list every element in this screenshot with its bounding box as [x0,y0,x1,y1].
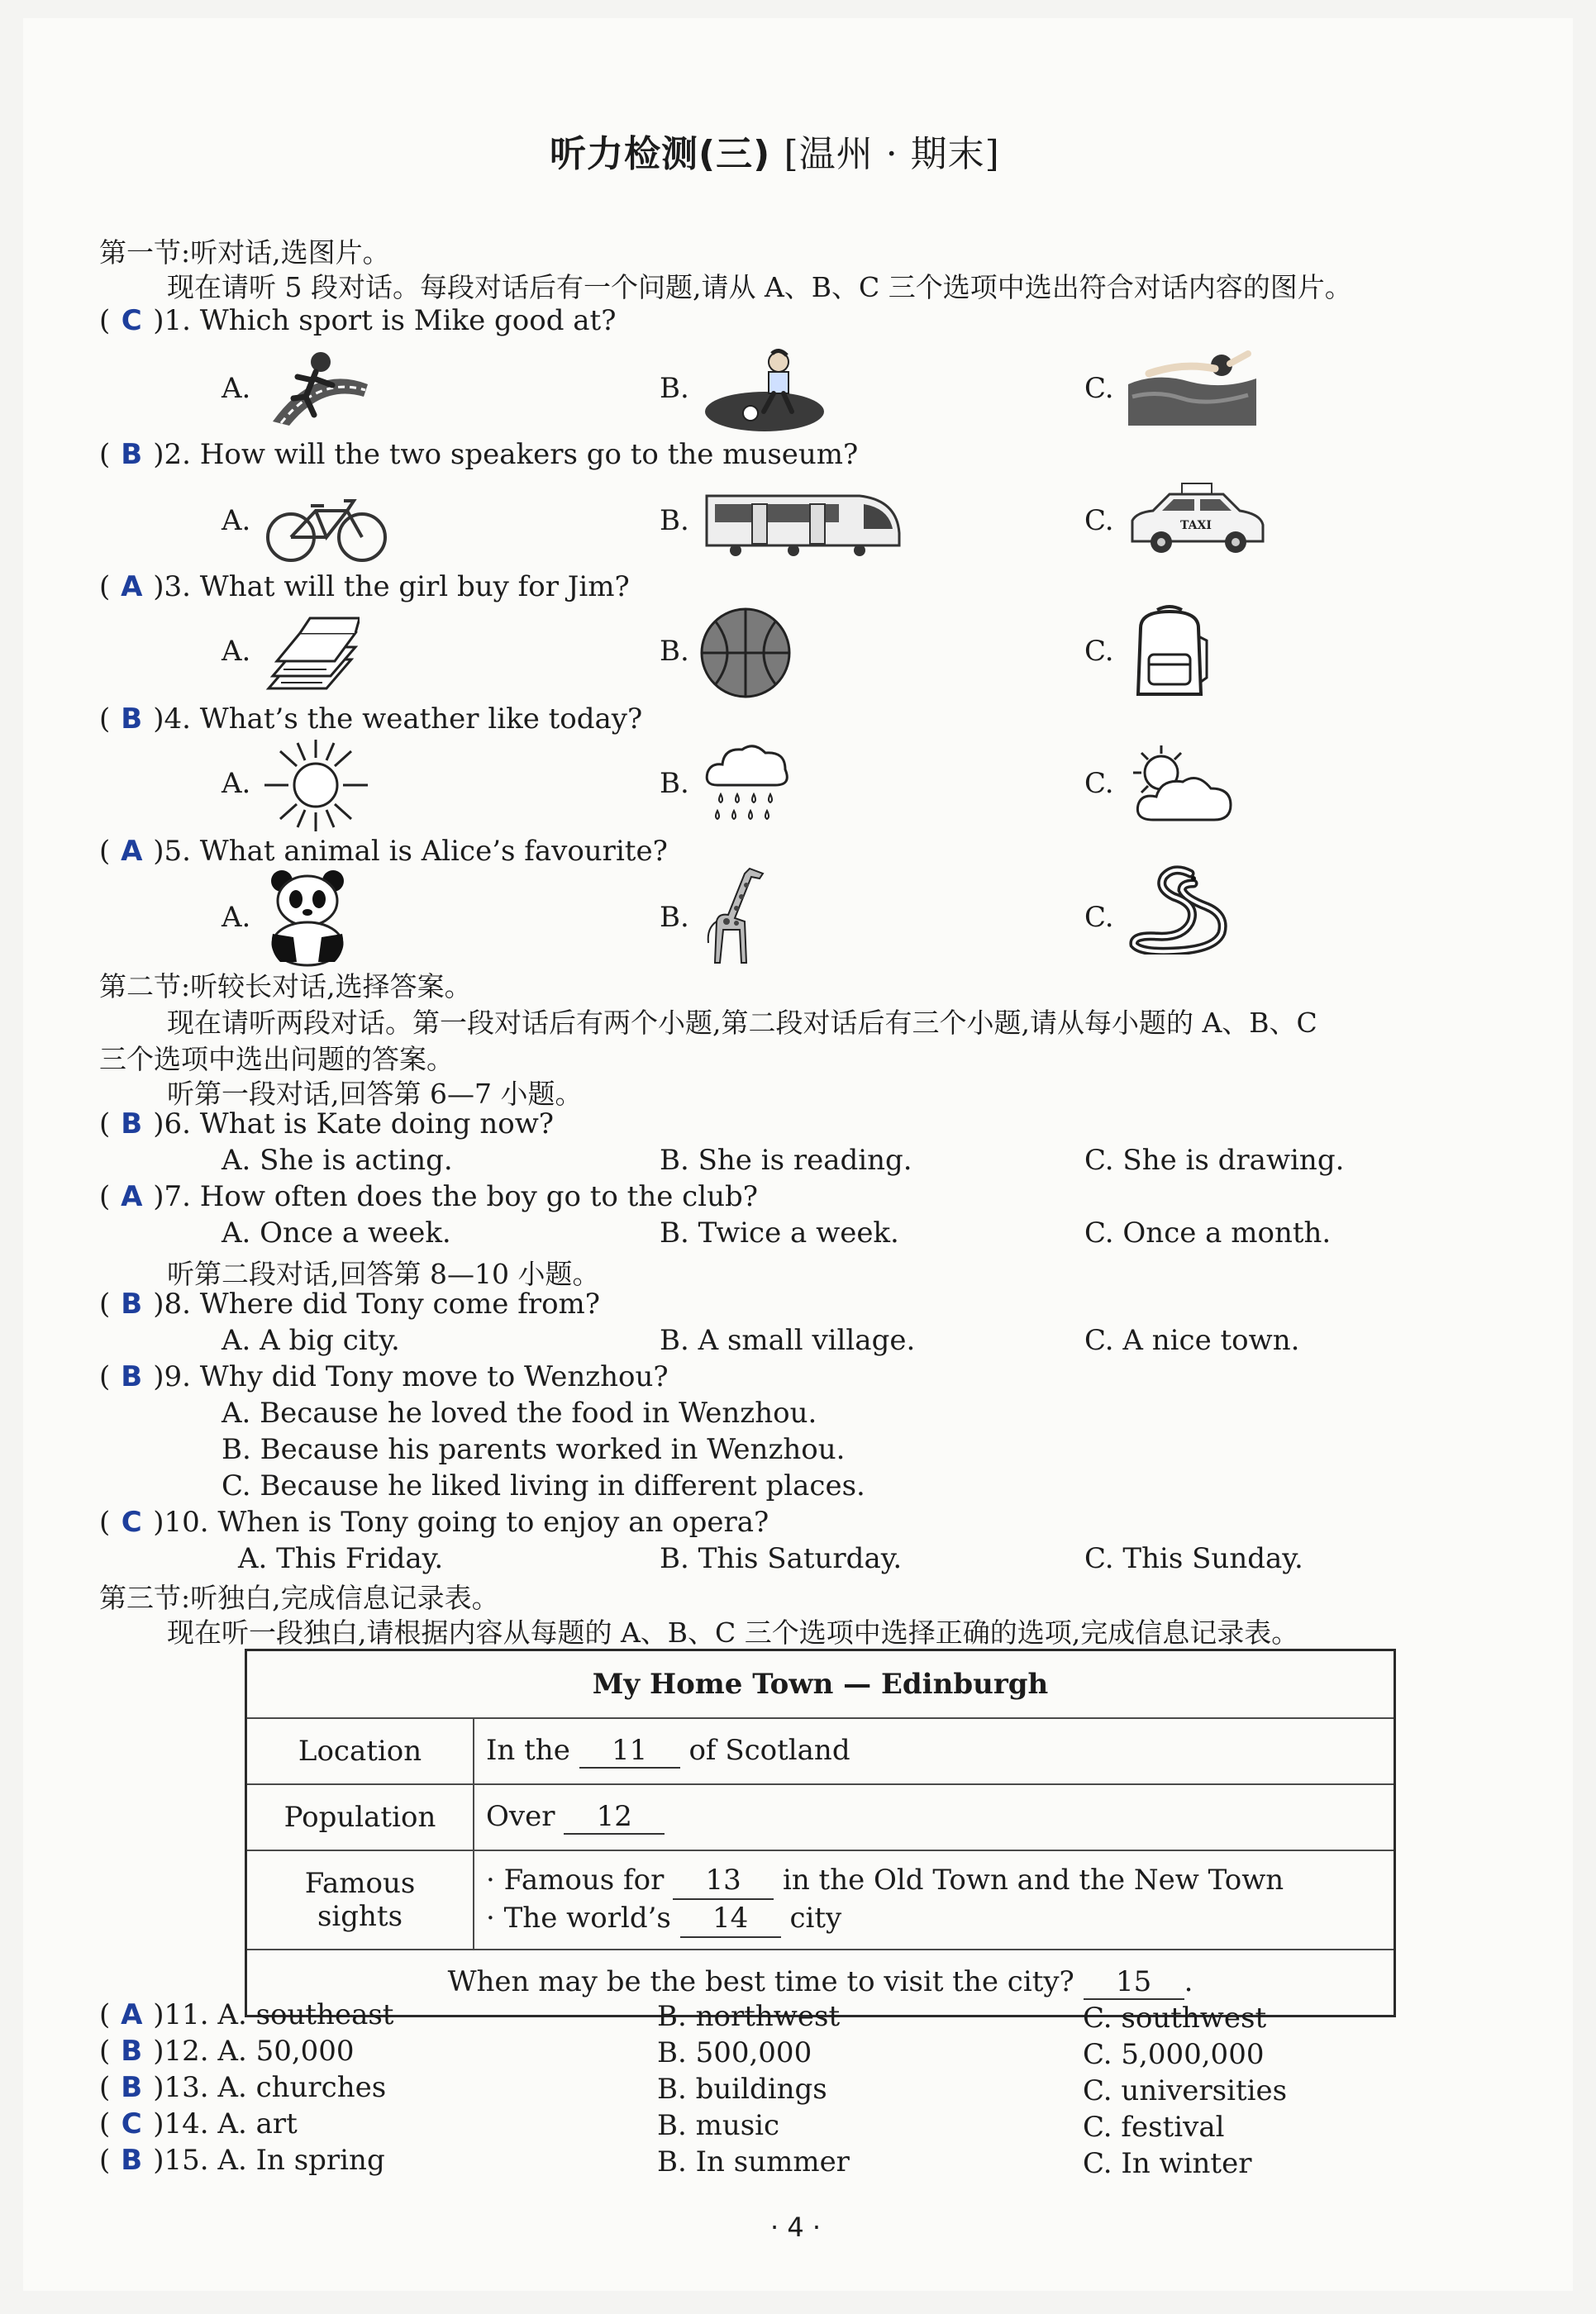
panda-icon [260,868,355,967]
blank-12[interactable]: 12 [564,1800,665,1835]
taxi-icon [1124,479,1269,558]
section3-instruction: 现在听一段独白,请根据内容从每题的 A、B、C 三个选项中选择正确的选项,完成信息记录表。 [167,1616,1299,1649]
section1-instruction: 现在请听 5 段对话。每段对话后有一个问题,请从 A、B、C 三个选项中选出符合对话内容的图片。 [167,271,1352,303]
q7-option-a: A. Once a week. [222,1217,451,1250]
option-label-c: C. [1084,372,1114,405]
q8-option-a: A. A big city. [222,1324,400,1357]
answer-8: B [121,1288,143,1321]
question-2: ( B )2. How will the two speakers go to the museum? [99,438,859,471]
q8-option-c: C. A nice town. [1084,1324,1300,1357]
bicycle-icon [264,486,388,564]
title-main: 听力检测(三) [550,133,771,175]
q7-option-b: B. Twice a week. [660,1217,899,1250]
question-3: ( A )3. What will the girl buy for Jim? [99,570,630,603]
answer-1: C [121,304,142,337]
section3-heading: 第三节:听独白,完成信息记录表。 [99,1582,499,1614]
section2-heading: 第二节:听较长对话,选择答案。 [99,970,472,1002]
dialog1-instruction: 听第一段对话,回答第 6—7 小题。 [167,1078,583,1110]
q6-option-c: C. She is drawing. [1084,1144,1345,1177]
swimming-icon [1124,347,1260,430]
page-title [550,124,1000,177]
q9-option-b: B. Because his parents worked in Wenzhou. [222,1433,846,1466]
q6-option-b: B. She is reading. [660,1144,912,1177]
giraffe-icon [698,864,773,967]
answer-6: B [121,1107,143,1140]
answer-9: B [121,1360,143,1393]
question-7: ( A )7. How often does the boy go to the club? [99,1180,758,1213]
sights-label: Famous sights [246,1850,474,1950]
answer-10: C [121,1506,142,1539]
answer-15: B [121,2144,143,2177]
question-9: ( B )9. Why did Tony move to Wenzhou? [99,1360,669,1393]
page-number: · 4 · [770,2212,822,2243]
svg-text:TAXI: TAXI [1180,519,1212,532]
question-14: ( C )14. A. art [99,2107,298,2140]
q9-option-a: A. Because he loved the food in Wenzhou. [222,1397,817,1430]
answer-12: B [121,2035,143,2068]
table-title: My Home Town — Edinburgh [246,1650,1395,1719]
title-location: [温州 · 期末] [784,133,1000,175]
table-row-population: Population Over 12 [246,1784,1395,1850]
answer-13: B [121,2071,143,2104]
question-11: ( A )11. A. southeast [99,1998,394,2031]
basketball-icon [698,606,793,701]
section1-heading: 第一节:听对话,选图片。 [99,236,390,269]
question-15: ( B )15. A. In spring [99,2144,385,2177]
q10-option-a: A. This Friday. [238,1542,444,1575]
table-row-best-time: When may be the best time to visit the city? 15 . [246,1950,1395,2016]
section2-instruction-line1: 现在请听两段对话。第一段对话后有两个小题,第二段对话后有三个小题,请从每小题的 A、B、C [167,1007,1317,1039]
running-icon [264,347,372,430]
answer-2: B [121,438,143,471]
question-4: ( B )4. What’s the weather like today? [99,702,643,736]
rain-cloud-icon [703,740,793,826]
question-1: ( C )1. Which sport is Mike good at? [99,304,617,337]
answer-11: A [121,1998,143,2031]
question-5: ( A )5. What animal is Alice’s favourite? [99,835,668,868]
q10-option-c: C. This Sunday. [1084,1542,1303,1575]
population-label: Population [246,1784,474,1850]
option-label-b: B. [660,372,689,405]
question-10: ( C )10. When is Tony going to enjoy an opera? [99,1506,769,1539]
location-label: Location [246,1718,474,1784]
answer-3: A [121,570,143,603]
q9-option-c: C. Because he liked living in different places. [222,1469,865,1502]
q10-option-b: B. This Saturday. [660,1542,903,1575]
table-row-location: Location In the 11 of Scotland [246,1718,1395,1784]
backpack-icon [1128,603,1211,702]
football-icon [703,347,827,434]
blank-11[interactable]: 11 [579,1734,680,1769]
train-icon [703,479,901,562]
snake-icon [1124,864,1227,955]
answer-7: A [121,1180,143,1213]
section2-instruction-line2: 三个选项中选出问题的答案。 [99,1043,454,1075]
q8-option-b: B. A small village. [660,1324,916,1357]
option-label-a: A. [222,372,251,405]
sun-icon [260,738,372,833]
blank-13[interactable]: 13 [673,1862,774,1900]
question-6: ( B )6. What is Kate doing now? [99,1107,555,1140]
blank-15[interactable]: 15 [1084,1965,1184,2000]
books-icon [260,610,360,697]
partly-cloudy-icon [1128,744,1236,826]
question-12: ( B )12. A. 50,000 [99,2035,355,2068]
q6-option-a: A. She is acting. [222,1144,453,1177]
info-record-table [245,1649,1396,2017]
blank-14[interactable]: 14 [680,1900,781,1938]
question-8: ( B )8. Where did Tony come from? [99,1288,601,1321]
question-13: ( B )13. A. churches [99,2071,387,2104]
answer-14: C [121,2107,142,2140]
table-row-sights: Famous sights · Famous for 13 in the Old Town and the New Town · The world’s 14 city [246,1850,1395,1950]
dialog2-instruction: 听第二段对话,回答第 8—10 小题。 [167,1258,600,1290]
answer-4: B [121,702,143,736]
answer-5: A [121,835,143,868]
q7-option-c: C. Once a month. [1084,1217,1332,1250]
